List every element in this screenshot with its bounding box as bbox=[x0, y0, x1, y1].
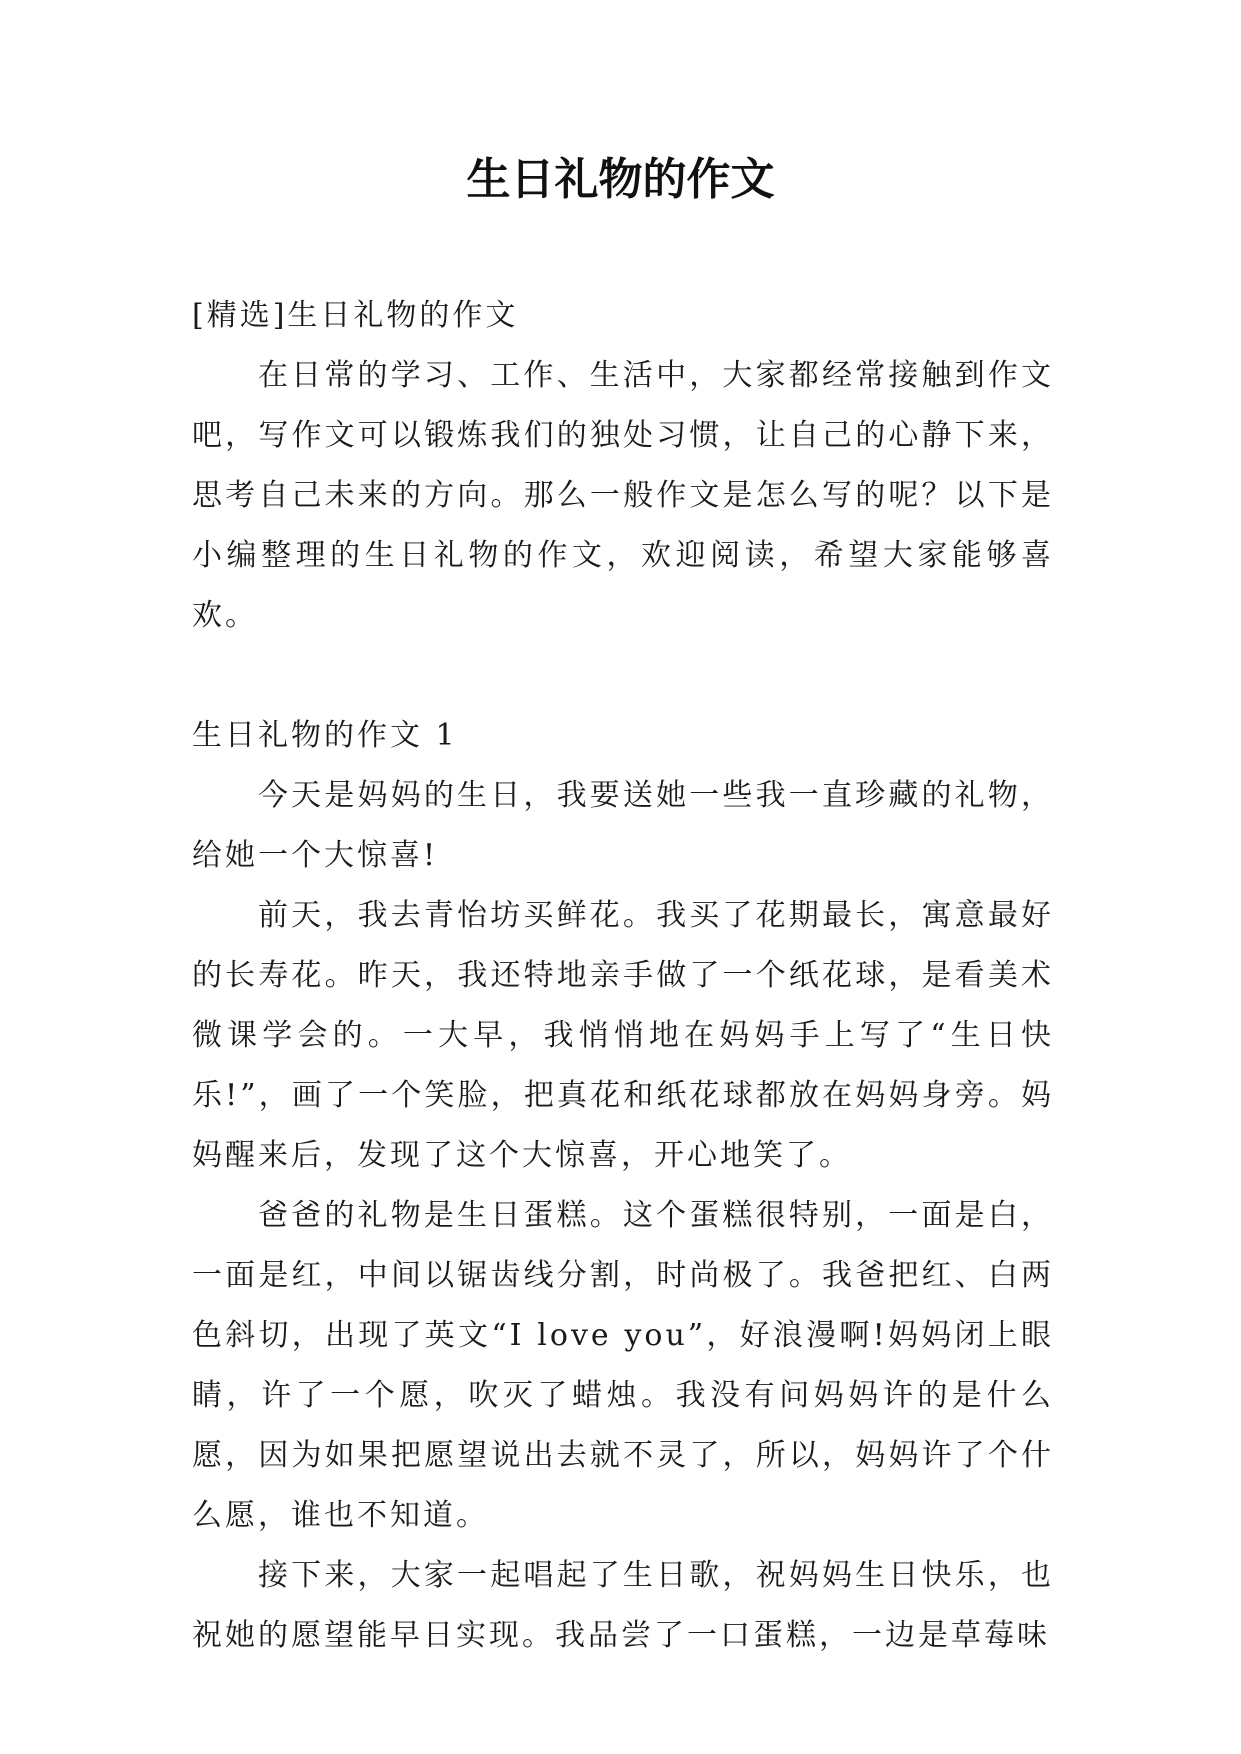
document-title: 生日礼物的作文 bbox=[466, 154, 775, 205]
body-paragraph-1: 今天是妈妈的生日，我要送她一些我一直珍藏的礼物，给她一个大惊喜! bbox=[192, 778, 1054, 873]
section-heading: 生日礼物的作文 1 bbox=[192, 718, 458, 753]
document-subtitle: [精选]生日礼物的作文 bbox=[192, 298, 519, 333]
intro-paragraph: 在日常的学习、工作、生活中，大家都经常接触到作文吧，写作文可以锻炼我们的独处习惯，让自己的心静下来，思考自己未来的方向。那么一般作文是怎么写的呢？以下是小编整理的生日礼物的作文，欢迎阅读，希望大家能够喜欢。 bbox=[192, 358, 1054, 633]
body-paragraph-3: 爸爸的礼物是生日蛋糕。这个蛋糕很特别，一面是白，一面是红，中间以锯齿线分割，时尚极了。我爸把红、白两色斜切，出现了英文“I love you”，好浪漫啊!妈妈闭上眼睛，许了一个愿，吹灭了蜡烛。我没有问妈妈许的是什么愿，因为如果把愿望说出去就不灵了，所以，妈妈许了个什么愿，谁也不知道。 bbox=[192, 1198, 1054, 1533]
body-paragraph-2: 前天，我去青怡坊买鲜花。我买了花期最长，寓意最好的长寿花。昨天，我还特地亲手做了一个纸花球，是看美术微课学会的。一大早，我悄悄地在妈妈手上写了“生日快乐!”，画了一个笑脸，把真花和纸花球都放在妈妈身旁。妈妈醒来后，发现了这个大惊喜，开心地笑了。 bbox=[192, 898, 1054, 1173]
document-body bbox=[192, 286, 1054, 1666]
section-spacer bbox=[192, 646, 1054, 706]
body-paragraph-4: 接下来，大家一起唱起了生日歌，祝妈妈生日快乐，也祝她的愿望能早日实现。我品尝了一口蛋糕，一边是草莓味 bbox=[192, 1558, 1054, 1653]
